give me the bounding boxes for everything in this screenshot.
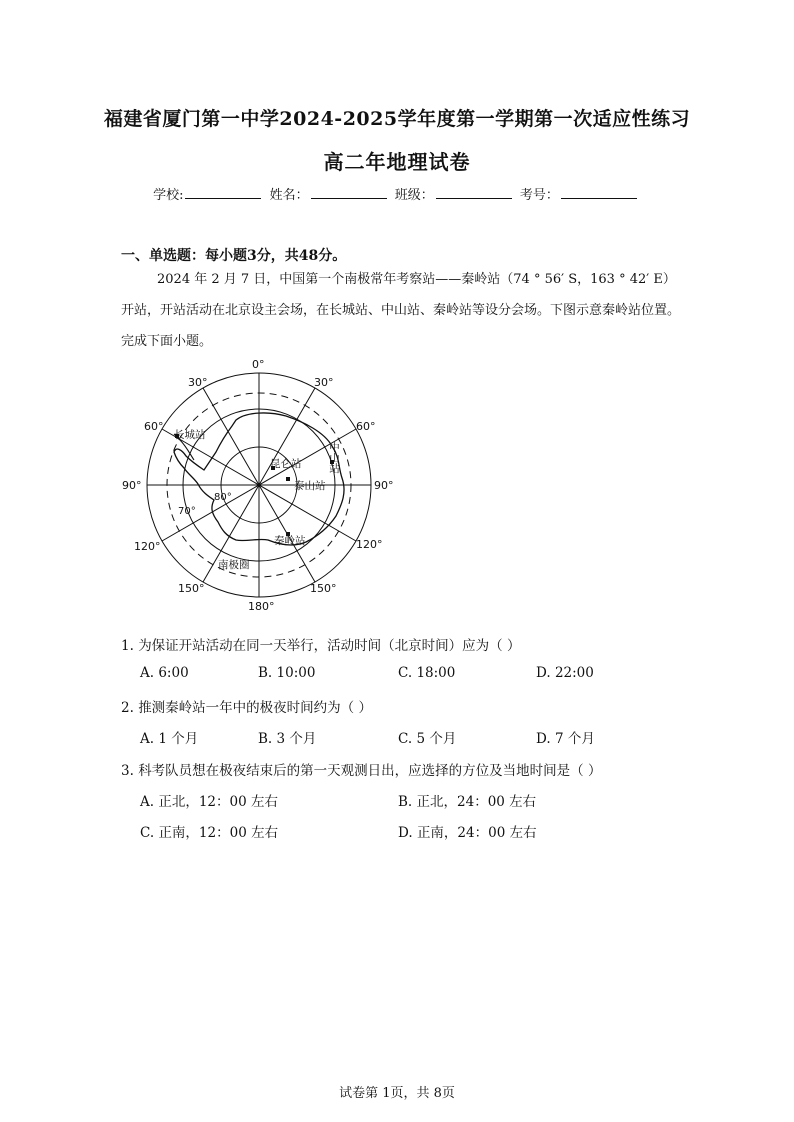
question-stem: 科考队员想在极夜结束后的第一天观测日出，应选择的方位及当地时间是（ ） [138,763,602,779]
q3-option-c[interactable]: C. 正南，12：00 左右 [140,825,279,841]
antarctica-map [122,354,398,622]
student-info-line [0,184,794,203]
lon-label-90e: 90° [374,479,394,492]
question-2 [121,696,372,716]
kunlun-station-label: 昆仑站 [270,458,302,470]
q3-option-d[interactable]: D. 正南，24：00 左右 [398,825,537,841]
lon-label-60e: 60° [356,420,376,433]
lon-label-120e: 120° [356,538,383,551]
lon-label-150w: 150° [178,582,205,595]
q2-option-d[interactable]: D. 7 个月 [536,731,595,747]
school-field[interactable] [185,186,261,199]
page-footer: 试卷第 1页，共 8页 [339,1086,455,1101]
question-3 [121,759,601,779]
question-number: 3. [121,763,134,779]
lon-label-60w: 60° [144,420,164,433]
section-heading: 一、单选题：每小题3分，共48分。 [121,248,347,264]
q2-option-a[interactable]: A. 1 个月 [140,731,199,747]
exam-number-label: 考号： [519,188,559,203]
question-stem: 为保证开站活动在同一天举行，活动时间（北京时间）应为（ ） [138,638,521,654]
q3-option-a[interactable]: A. 正北，12：00 左右 [140,794,278,810]
q1-option-a[interactable]: A. 6:00 [140,665,189,681]
exam-title: 福建省厦门第一中学2024-2025学年度第一学期第一次适应性练习 [103,108,691,130]
taishan-station-label: 泰山站 [294,480,326,492]
q2-option-c[interactable]: C. 5 个月 [398,731,457,747]
zhongshan-station-label: 中山站 [328,442,340,474]
name-field[interactable] [311,186,387,199]
qinling-station-label: 秦岭站 [274,535,306,547]
q3-option-b[interactable]: B. 正北，24：00 左右 [398,794,537,810]
question-number: 1. [121,638,134,654]
lon-label-150e: 150° [310,582,337,595]
lat-label-80: 80° [214,492,232,503]
map-graticule [147,373,371,597]
material-paragraph: 2024 年 2 月 7 日，中国第一个南极常年考察站——秦岭站（74 ° 56′ S，163 ° 42′ E）开站，开站活动在北京设主会场，在长城站、中山站、秦岭站等设分会场。下图示意秦岭站位置。完成下面小题。 [121,272,681,349]
q1-option-d[interactable]: D. 22:00 [536,665,594,681]
question-number: 2. [121,700,134,716]
school-label: 学校: [153,188,184,203]
q2-option-b[interactable]: B. 3 个月 [258,731,317,747]
lon-label-0: 0° [252,358,265,371]
question-stem: 推测秦岭站一年中的极夜时间约为（ ） [138,700,372,716]
great-wall-station-label: 长城站 [174,429,206,441]
class-field[interactable] [436,186,512,199]
lat-label-70: 70° [178,506,196,517]
lon-label-30w: 30° [188,376,208,389]
lon-label-30e: 30° [314,376,334,389]
lon-label-90w: 90° [122,479,142,492]
class-label: 班级： [394,188,434,203]
taishan-station-marker [286,477,290,481]
antarctic-circle-label: 南极圈 [218,559,250,571]
exam-number-field[interactable] [561,186,637,199]
name-label: 姓名： [269,188,309,203]
q1-option-c[interactable]: C. 18:00 [398,665,456,681]
lon-label-180: 180° [248,600,275,613]
question-1 [121,634,520,654]
lon-label-120w: 120° [134,540,161,553]
q1-option-b[interactable]: B. 10:00 [258,665,316,681]
exam-subtitle: 高二年地理试卷 [323,150,471,174]
